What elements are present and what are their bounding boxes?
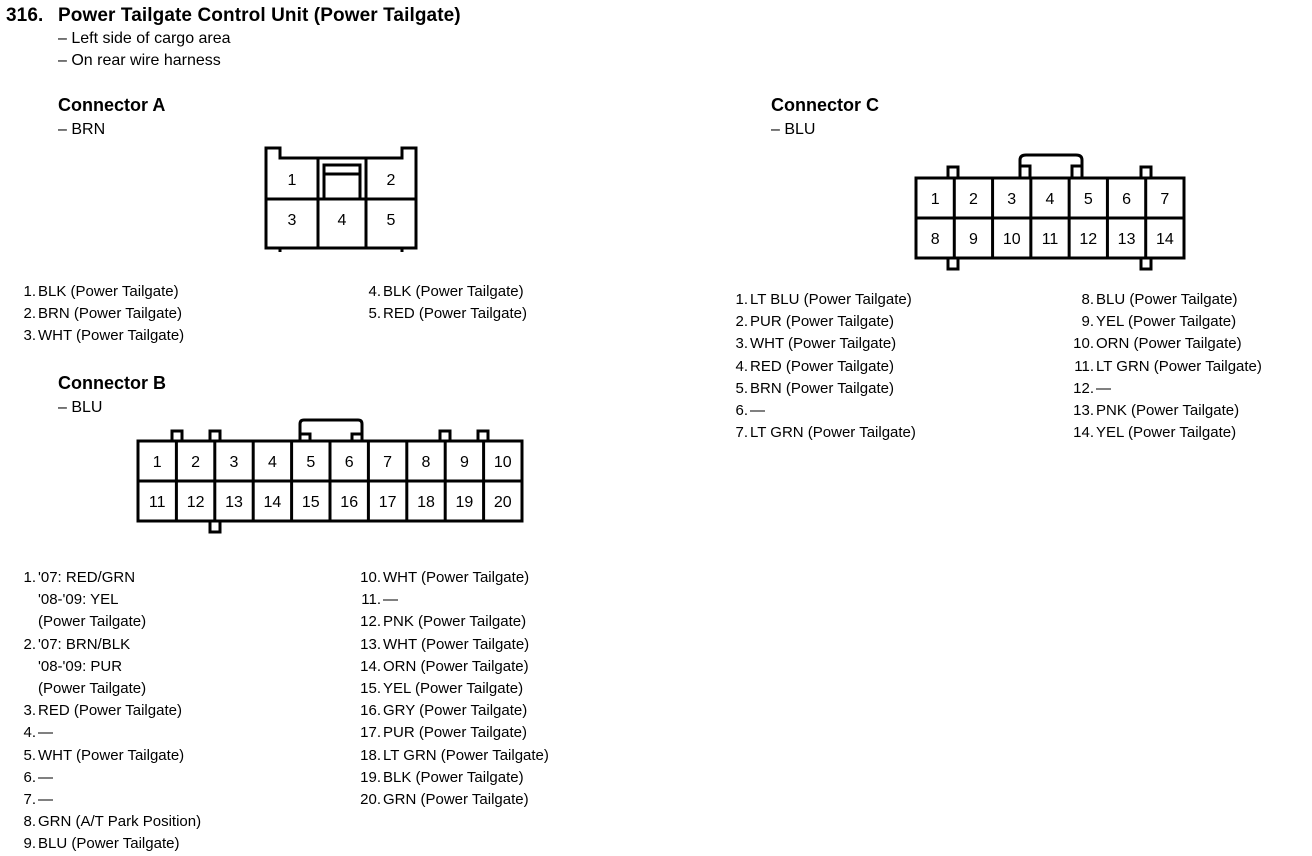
- pin-wire-line: PUR (Power Tailgate): [383, 724, 527, 742]
- pin-number: 16.: [360, 702, 381, 720]
- pin-number: 17.: [360, 724, 381, 742]
- cavity-a-3: 3: [287, 212, 297, 229]
- pin-wire-line: BRN (Power Tailgate): [750, 379, 894, 397]
- connector-b-cavity-12: 12: [186, 494, 205, 511]
- pin-row: [1073, 378, 1262, 400]
- pin-row: [18, 767, 201, 789]
- pin-row: [18, 700, 201, 722]
- pin-number: 1.: [23, 569, 36, 586]
- connector-b-cavity-4: 4: [267, 454, 277, 471]
- pin-wire-line: GRY (Power Tailgate): [383, 702, 528, 720]
- connector-a-title: Connector A: [58, 95, 166, 115]
- pin-wire: [1096, 333, 1262, 355]
- pin-wire: [1096, 289, 1262, 311]
- pin-number: 11.: [361, 591, 381, 609]
- connector-a-color: – BRN: [58, 121, 106, 138]
- pin-wire: [38, 833, 201, 855]
- connector-b-cavity-6: 6: [344, 454, 354, 471]
- pin-wire-line: BLK (Power Tailgate): [383, 768, 524, 786]
- pin-row: [360, 767, 549, 789]
- pin-wire: [38, 700, 201, 722]
- pin-wire: [38, 634, 201, 701]
- pin-number: 2.: [23, 305, 36, 323]
- connector-b-cavity-10: 10: [493, 454, 512, 471]
- pin-row: [18, 745, 201, 767]
- pin-row: [1073, 400, 1262, 422]
- item-number: 316.: [6, 5, 44, 26]
- connector-c-cavity-13: 13: [1117, 231, 1136, 248]
- pin-wire-line: ORN (Power Tailgate): [383, 657, 529, 675]
- pin-wire-line: ORN (Power Tailgate): [1096, 335, 1242, 353]
- connector-c-title: Connector C: [771, 95, 879, 115]
- connector-c-cavity-9: 9: [968, 231, 978, 248]
- pin-row: [18, 325, 184, 347]
- connector-b-cavity-18: 18: [417, 494, 435, 511]
- pin-wire-line: YEL (Power Tailgate): [383, 680, 524, 698]
- location-line-1: – Left side of cargo area: [58, 30, 231, 47]
- cavity-a-1: 1: [287, 172, 297, 189]
- pin-wire-line: GRN (Power Tailgate): [383, 791, 529, 809]
- pin-wire: [1096, 400, 1262, 422]
- pin-number: 9.: [23, 835, 36, 853]
- pin-number: 8.: [23, 813, 36, 831]
- pin-wire: [38, 789, 201, 811]
- pin-number: 3.: [735, 335, 748, 353]
- connector-b-cavity-20: 20: [493, 494, 512, 511]
- pin-wire-line: (Power Tailgate): [38, 680, 147, 698]
- pin-wire: [750, 422, 916, 444]
- pin-wire: [383, 700, 549, 722]
- pin-number: 7.: [23, 791, 36, 809]
- pin-number: 12.: [360, 613, 381, 631]
- connector-c-cavity-3: 3: [1007, 191, 1017, 208]
- pin-row: [730, 378, 916, 400]
- pin-wire-line: LT GRN (Power Tailgate): [1096, 357, 1262, 375]
- pin-row: [360, 634, 549, 656]
- connector-b-cavity-19: 19: [455, 494, 474, 511]
- connector-c-cavity-8: 8: [930, 231, 940, 248]
- pin-wire-line: YEL (Power Tailgate): [1096, 313, 1237, 331]
- pin-row: [360, 611, 549, 633]
- pin-number: 5.: [23, 746, 36, 764]
- cavity-a-5: 5: [386, 212, 396, 229]
- pin-wire: [383, 722, 549, 744]
- cavity-a-2: 2: [386, 172, 396, 189]
- pin-row: [730, 311, 916, 333]
- pin-wire-line: GRN (A/T Park Position): [38, 813, 202, 831]
- connector-c-pins-left: [730, 289, 916, 444]
- location-line-2: – On rear wire harness: [58, 52, 221, 69]
- pin-number: 14.: [1073, 424, 1094, 442]
- connector-c-cavity-4: 4: [1045, 191, 1055, 208]
- connector-b-cavity-14: 14: [263, 494, 282, 511]
- pin-wire: [750, 400, 916, 422]
- pin-wire-line: PNK (Power Tailgate): [1096, 402, 1240, 420]
- cavity-a-4: 4: [337, 212, 347, 229]
- pin-number: 2.: [735, 313, 748, 331]
- connector-b-cavity-16: 16: [340, 494, 359, 511]
- pin-wire: [750, 333, 916, 355]
- pin-wire: BLK (Power Tailgate): [38, 283, 179, 300]
- pin-row: [360, 567, 549, 589]
- pin-wire: [1096, 378, 1262, 400]
- pin-number: 10.: [1073, 335, 1094, 353]
- pin-number: 1.: [23, 283, 36, 300]
- pin-number: 3.: [23, 702, 36, 720]
- pin-wire: [383, 656, 549, 678]
- pin-row: [730, 356, 916, 378]
- pin-number: 13.: [1073, 402, 1094, 420]
- connector-b-cavity-13: 13: [225, 494, 243, 511]
- pin-row: [18, 811, 201, 833]
- connector-b-color: – BLU: [58, 399, 103, 416]
- pin-wire-line: RED (Power Tailgate): [750, 357, 894, 375]
- pin-number: 14.: [360, 657, 381, 675]
- pin-number: 6.: [735, 402, 748, 420]
- pin-number: 19.: [360, 768, 381, 786]
- pin-number: 6.: [23, 768, 36, 786]
- pin-wire-line: WHT (Power Tailgate): [750, 335, 897, 353]
- connector-a-pins-left: [18, 281, 184, 348]
- pin-wire-line: (Power Tailgate): [38, 613, 147, 631]
- pin-number: 10.: [360, 569, 381, 586]
- pin-number: 4.: [735, 357, 748, 375]
- pin-wire-line: '08-'09: PUR: [38, 657, 123, 675]
- pin-row: [1076, 311, 1262, 333]
- pin-number: 20.: [360, 791, 381, 809]
- pin-wire: [750, 311, 916, 333]
- connector-b-pins-right: [360, 567, 549, 811]
- connector-c-cavity-10: 10: [1002, 231, 1021, 248]
- pin-wire: [1096, 311, 1262, 333]
- pin-wire-line: BLU (Power Tailgate): [38, 835, 180, 853]
- pin-number: 5.: [368, 305, 381, 323]
- connector-c-cavity-14: 14: [1155, 231, 1174, 248]
- pin-wire: BLK (Power Tailgate): [383, 283, 524, 300]
- pin-row: [360, 745, 549, 767]
- pin-wire-line: YEL (Power Tailgate): [1096, 424, 1237, 442]
- pin-wire-line: —: [38, 724, 53, 742]
- pin-number: 4.: [23, 724, 36, 742]
- pin-row: [18, 789, 201, 811]
- pin-row: [360, 700, 549, 722]
- pin-row: [360, 678, 549, 700]
- pin-number: 18.: [360, 746, 381, 764]
- pin-wire-line: WHT (Power Tailgate): [383, 635, 530, 653]
- pin-wire: [383, 611, 549, 633]
- connector-b-cavity-17: 17: [378, 494, 397, 511]
- connector-a-pins-right: [363, 281, 527, 325]
- pin-wire-line: '07: RED/GRN: [38, 569, 136, 586]
- pin-wire: [383, 745, 549, 767]
- pin-wire-line: —: [1096, 379, 1111, 397]
- connector-c-color: – BLU: [771, 121, 816, 138]
- pin-number: 5.: [735, 379, 748, 397]
- pin-wire-line: LT GRN (Power Tailgate): [750, 424, 916, 442]
- pin-number: 12.: [1073, 379, 1094, 397]
- pin-wire-line: —: [383, 591, 398, 609]
- pin-wire-line: —: [38, 791, 53, 809]
- pin-row: [1073, 333, 1262, 355]
- pin-wire: [38, 767, 201, 789]
- pin-number: 7.: [735, 424, 748, 442]
- pin-number: 15.: [360, 680, 381, 698]
- connector-b-pins-left: [18, 567, 201, 856]
- connector-c-cavity-6: 6: [1122, 191, 1132, 208]
- connector-b-cavity-11: 11: [148, 494, 166, 511]
- connector-c-face: [912, 150, 1190, 274]
- pin-wire-line: —: [750, 402, 765, 420]
- connector-c-cavity-12: 12: [1079, 231, 1098, 248]
- pin-row: [18, 303, 184, 325]
- connector-c-cavity-1: 1: [930, 191, 940, 208]
- connector-c-cavity-5: 5: [1083, 191, 1093, 208]
- connector-b-title: Connector B: [58, 373, 166, 393]
- pin-row: [363, 303, 527, 325]
- pin-row: [18, 281, 184, 303]
- pin-row: [730, 422, 916, 444]
- pin-wire-line: PUR (Power Tailgate): [750, 313, 894, 331]
- pin-wire: [383, 789, 549, 811]
- pin-wire: RED (Power Tailgate): [383, 305, 527, 323]
- pin-row: [360, 722, 549, 744]
- pin-number: 1.: [735, 291, 748, 308]
- pin-wire: [38, 745, 201, 767]
- pin-wire-line: WHT (Power Tailgate): [383, 569, 530, 586]
- pin-row: [363, 281, 527, 303]
- pin-number: 4.: [368, 283, 381, 300]
- pin-row: [1076, 289, 1262, 311]
- connector-b-cavity-2: 2: [191, 454, 201, 471]
- pin-row: [18, 833, 201, 855]
- connector-b-cavity-8: 8: [421, 454, 431, 471]
- pin-wire-line: WHT (Power Tailgate): [38, 746, 185, 764]
- pin-number: 9.: [1081, 313, 1094, 331]
- pin-wire: [750, 356, 916, 378]
- connector-b-cavity-7: 7: [383, 454, 393, 471]
- connector-b-cavity-5: 5: [306, 454, 316, 471]
- pin-number: 8.: [1081, 291, 1094, 308]
- pin-row: [1073, 422, 1262, 444]
- pin-row: [18, 722, 201, 744]
- connector-b-face: [134, 414, 528, 536]
- pin-number: 11.: [1074, 357, 1094, 375]
- pin-wire: [383, 634, 549, 656]
- pin-wire: [1096, 356, 1262, 378]
- pin-wire: BRN (Power Tailgate): [38, 305, 182, 323]
- pin-row: [18, 634, 201, 701]
- connector-b-cavity-1: 1: [152, 454, 162, 471]
- pin-row: [730, 289, 916, 311]
- connector-b-cavity-9: 9: [459, 454, 469, 471]
- pin-wire: WHT (Power Tailgate): [38, 327, 185, 345]
- pin-row: [360, 656, 549, 678]
- pin-wire: [1096, 422, 1262, 444]
- page-title: Power Tailgate Control Unit (Power Tailgate): [58, 5, 461, 26]
- pin-number: 13.: [360, 635, 381, 653]
- pin-wire-line: —: [38, 768, 53, 786]
- pin-wire-line: RED (Power Tailgate): [38, 702, 182, 720]
- pin-wire-line: '07: BRN/BLK: [38, 635, 131, 653]
- pin-wire-line: BLU (Power Tailgate): [1096, 291, 1238, 308]
- connector-c-cavity-2: 2: [968, 191, 978, 208]
- pin-wire: [38, 722, 201, 744]
- pin-row: [1076, 356, 1262, 378]
- pin-number: 2.: [23, 635, 36, 653]
- connector-c-cavity-11: 11: [1041, 231, 1059, 248]
- pin-wire: [383, 678, 549, 700]
- pin-wire: [38, 811, 201, 833]
- pin-number: 3.: [23, 327, 36, 345]
- connector-b-cavity-3: 3: [229, 454, 239, 471]
- connector-c-pins-right: [1073, 289, 1262, 444]
- pin-wire-line: LT GRN (Power Tailgate): [383, 746, 549, 764]
- pin-wire: [750, 378, 916, 400]
- pin-row: [363, 589, 549, 611]
- pin-wire-line: LT BLU (Power Tailgate): [750, 291, 912, 308]
- pin-wire: [383, 567, 549, 589]
- pin-wire: [750, 289, 916, 311]
- pin-row: [730, 400, 916, 422]
- pin-row: [360, 789, 549, 811]
- connector-b-cavity-15: 15: [301, 494, 320, 511]
- pin-row: [730, 333, 916, 355]
- connector-a-face: [262, 144, 422, 254]
- pin-wire: [383, 589, 549, 611]
- pin-row: [18, 567, 201, 634]
- pin-wire-line: '08-'09: YEL: [38, 591, 119, 609]
- pin-wire-line: PNK (Power Tailgate): [383, 613, 527, 631]
- connector-c-cavity-7: 7: [1160, 191, 1170, 208]
- pin-wire: [38, 567, 201, 634]
- pin-wire: [383, 767, 549, 789]
